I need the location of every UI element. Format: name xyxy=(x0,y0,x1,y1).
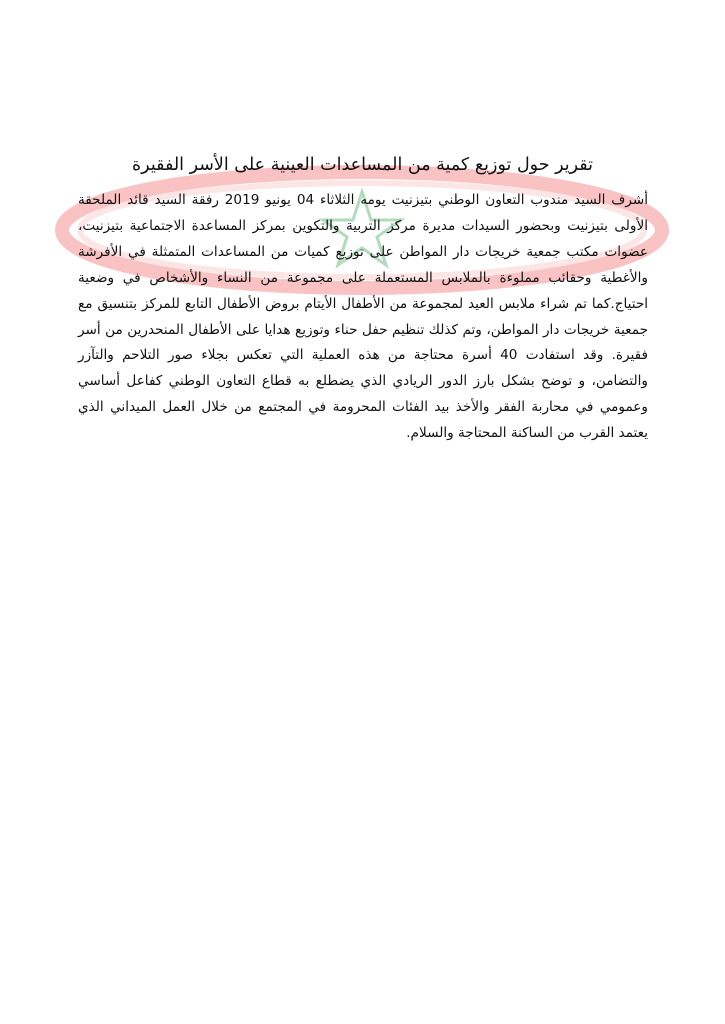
document-body: أشرف السيد مندوب التعاون الوطني بتيزنيت يومه الثلاثاء 04 يونيو 2019 رفقة السيد قائد الملحقة الأولى بتيزنيت وبحضور السيدات مديرة مركز التربية والتكوين بمركز المساعدة الاجتماعية بتيزنيت، عضوات مكتب جمعية خريجات دار المواطن على توزيع كميات من المساعدات المتمثلة في الأفرشة والأغطية وحقائب مملوءة بالملابس المستعملة على مجموعة من النساء والأشخاص في وضعية احتياج.كما تم شراء ملابس العيد لمجموعة من الأطفال الأيتام بروض الأطفال التابع للمركز بتنسيق مع جمعية خريجات دار المواطن، وتم كذلك تنظيم حفل حناء وتوزيع هدايا على الأطفال المنحدرين من أسر فقيرة. وقد استفادت 40 أسرة محتاجة من هذه العملية التي تعكس بجلاء صور التلاحم والتآزر والتضامن، و توضح بشكل بارز الدور الريادي الذي يضطلع به قطاع التعاون الوطني كفاعل أساسي وعمومي في محاربة الفقر والأخذ بيد الفئات المحرومة في المجتمع من خلال العمل الميداني الذي يعتمد القرب من الساكنة المحتاجة والسلام. xyxy=(78,192,649,442)
document-title: تقرير حول توزيع كمية من المساعدات العينية على الأسر الفقيرة xyxy=(132,155,593,175)
